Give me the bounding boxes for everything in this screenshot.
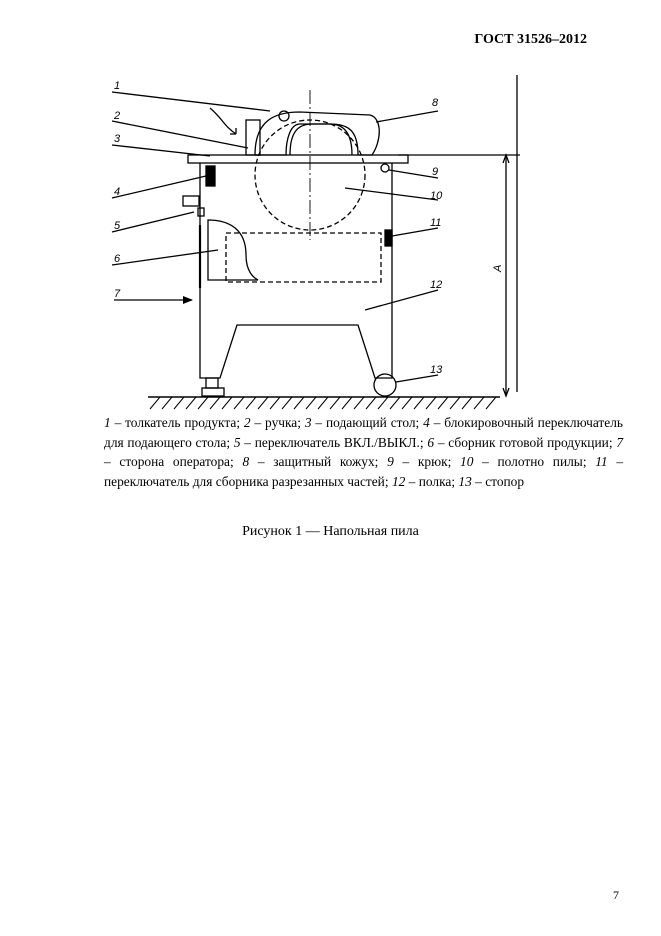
collector-switch (385, 230, 392, 246)
document-header: ГОСТ 31526–2012 (474, 32, 587, 47)
interlock-switch (206, 166, 215, 186)
legend-item: 6 – сборник готовой продукции; (427, 434, 617, 450)
legend-item: 10 – полотно пилы; (460, 454, 596, 469)
dimension-a-label: A (492, 264, 504, 272)
legend-item: 2 – ручка; (243, 415, 305, 430)
label-7: 7 (114, 288, 121, 300)
legend-item: 12 – полка; (391, 473, 459, 489)
shelf (226, 233, 381, 282)
page-number: 7 (613, 888, 619, 902)
label-4: 4 (114, 186, 121, 198)
left-foot (206, 378, 218, 388)
legend-item: 1 – толкатель продукта; (104, 415, 244, 430)
legend-item: 7 – сторона оператора; (104, 434, 624, 469)
label-11: 11 (430, 217, 442, 229)
saw-body (200, 163, 392, 378)
legend-item: 4 – блокировочный переключатель для подающего стола; (104, 415, 624, 450)
stopper-wheel (374, 374, 396, 396)
label-12: 12 (430, 279, 443, 291)
legend-item: 8 – защитный кожух; (242, 454, 388, 469)
handle-arrow (210, 108, 236, 134)
product-pusher (246, 120, 260, 155)
label-5: 5 (114, 220, 121, 232)
label-9: 9 (432, 166, 439, 178)
label-8: 8 (432, 97, 439, 109)
on-off-switch (183, 196, 199, 206)
label-1: 1 (114, 80, 121, 92)
floor-saw-drawing (95, 72, 525, 412)
floor-saw-figure (95, 72, 525, 412)
legend-item: 5 – переключатель ВКЛ./ВЫКЛ.; (233, 434, 428, 450)
feed-table (188, 155, 408, 163)
label-6: 6 (114, 253, 121, 265)
label-13: 13 (430, 364, 443, 376)
figure-title: Рисунок 1 — Напольная пила (242, 524, 419, 539)
handle-pivot (279, 111, 289, 121)
legend-item: 13 – стопор (458, 473, 525, 489)
legend-item: 3 – подающий стол; (304, 415, 424, 430)
label-10: 10 (430, 190, 443, 202)
label-2: 2 (114, 110, 121, 122)
ground-hatch (150, 397, 496, 409)
label-3: 3 (114, 133, 121, 145)
legend-item: 11 – переключатель для сборника разрезанных частей; (104, 454, 624, 489)
left-foot-base (202, 388, 224, 396)
figure-legend (104, 413, 623, 491)
legend-item: 9 – крюк; (387, 454, 461, 469)
guard-inner (290, 124, 352, 155)
hook (381, 164, 389, 172)
